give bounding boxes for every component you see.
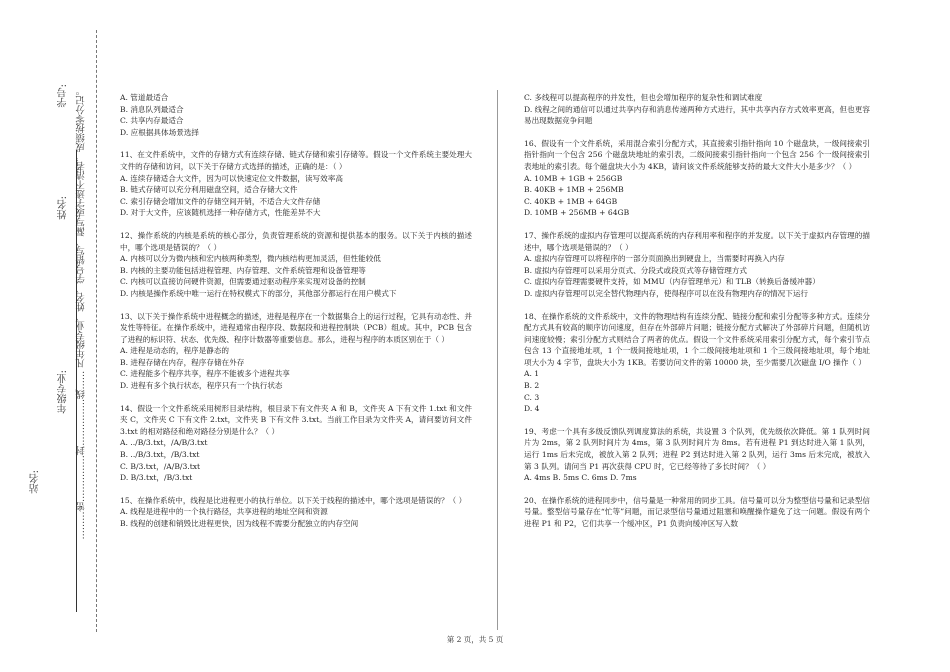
answer-option: C. B/3.txt，/A/B/3.txt <box>120 461 201 471</box>
answer-option: B. 内核的主要功能包括进程管理、内存管理、文件系统管理和设备管理等 <box>120 265 366 275</box>
binding-margin <box>0 0 118 672</box>
question-q11 <box>120 149 472 219</box>
answer-option: B. 线程的创建和销毁比进程更快，因为线程不需要分配独立的内存空间 <box>120 519 359 528</box>
answer-option: A. 进程是动态的，程序是静态的 <box>120 346 230 356</box>
answer-option: D. B/3.txt，/B/3.txt <box>120 473 193 483</box>
question-q15_tail <box>524 92 870 127</box>
answer-option: B. 进程存储在内存，程序存储在外存 <box>120 357 245 367</box>
question-q13 <box>120 311 472 392</box>
question-q20 <box>524 495 870 530</box>
question-stem: 13、以下关于操作系统中进程概念的描述，进程是程序在一个数据集合上的运行过程，它具有动态性、并发性等特征。在操作系统中，进程通常由程序段、数据段和进程控制块（PCB）组成。其中，PCB 包含了进程的标识符、状态、优先级、程序计数器等重要信息。那么，进程与程序的本质区别在于（ ） <box>120 311 472 344</box>
answer-option: A. 1 <box>524 369 540 379</box>
answer-option: D. 10MB + 256MB + 64GB <box>524 208 630 218</box>
answer-option: C. 40KB + 1MB + 64GB <box>524 196 618 206</box>
answer-option: C. 3 <box>524 392 540 402</box>
answer-option: C. 虚拟内存管理需要硬件支持，如 MMU（内存管理单元）和 TLB（转换后备缓冲器） <box>524 277 820 287</box>
answer-option: A. 10MB + 1GB + 256GB <box>524 173 623 183</box>
question-stem: 18、在操作系统的文件系统中，文件的物理结构有连续分配、链接分配和索引分配等多种方式。连续分配方式具有较高的顺序访问速度，但存在外部碎片问题；链接分配方式解决了外部碎片问题，但随机访问速度较慢；索引分配方式则结合了两者的优点。假设一个文件系统采用索引分配方式，每个索引节点包含 13 个直接地址项，1 个一级间接地址项，1 个二级间接地址项和 1 个三级间接地址项，每个地址项大小为 4 字节，盘块大小为 1KB。若要访问文件的第 10000 块，至少需要几次磁盘 I/O 操作（ ） <box>524 311 870 367</box>
answer-option: B. 虚拟内存管理可以采用分页式、分段式或段页式等存储管理方式 <box>524 265 748 275</box>
answer-option: C. 内核可以直接访问硬件资源，但需要通过驱动程序来实现对设备的控制 <box>120 277 366 287</box>
question-q19 <box>524 426 870 484</box>
name-label: 姓名: <box>58 196 69 220</box>
student-id-label: 学号: <box>58 84 69 108</box>
answer-option: C. 进程能多个程序共享，程序不能被多个进程共享 <box>120 369 290 379</box>
left-column <box>120 92 472 541</box>
seal-warning: ………密……………封……………线…… 凡年级专业、姓名、学号错写、漏写或字迹不清者，成绩按零分记。 <box>76 86 87 540</box>
answer-option: C. 共享内存最适合 <box>120 116 184 126</box>
answer-option: B. ../B/3.txt，/B/3.txt <box>120 450 200 460</box>
answer-option: D. 对于大文件，应该随机选择一种存储方式，性能差异不大 <box>120 208 321 218</box>
answer-option: A. 线程是进程中的一个执行路径，共享进程的地址空间和资源 <box>120 507 328 517</box>
answer-option: D. 进程有多个执行状态，程序只有一个执行状态 <box>120 381 283 391</box>
question-stem: 20、在操作系统的进程同步中，信号量是一种常用的同步工具。信号量可以分为整型信号量和记录型信号量。整型信号量存在“忙等”问题，而记录型信号量通过阻塞和唤醒操作避免了这一问题。假设有两个进程 P1 和 P2，它们共享一个缓冲区，P1 负责向缓冲区写入数 <box>524 495 870 528</box>
answer-option: B. 2 <box>524 381 540 391</box>
question-q17 <box>524 230 870 300</box>
answer-option: D. 内核是操作系统中唯一运行在特权模式下的部分，其他部分都运行在用户模式下 <box>120 288 397 298</box>
question-stem: 17、操作系统的虚拟内存管理可以提高系统的内存利用率和程序的并发度。以下关于虚拟内存管理的描述中，哪个选项是错误的？（ ） <box>524 230 870 252</box>
answer-option: B. 消息队列最适合 <box>120 104 184 114</box>
question-stem: 15、在操作系统中，线程是比进程更小的执行单位。以下关于线程的描述中，哪个选项是错误的？（ ） <box>120 495 467 505</box>
answer-option: A. 管道最适合 <box>120 93 169 102</box>
question-stem: 11、在文件系统中，文件的存储方式有连续存储、链式存储和索引存储等。假设一个文件系统主要处理大文件的存储和访问，以下关于存储方式选择的描述，正确的是：（ ） <box>120 150 472 171</box>
answer-option: D. 虚拟内存管理可以完全替代物理内存，使得程序可以在没有物理内存的情况下运行 <box>524 288 809 298</box>
grade-major-label: 年级专业: <box>58 370 69 414</box>
question-stem: 16、假设有一个文件系统，采用混合索引分配方式，其直接索引指针指向 10 个磁盘块，一级间接索引指针指向一个包含 256 个磁盘块地址的索引表，二级间接索引指针指向一个包含 256 个一级间接索引表地址的索引表。每个磁盘块大小为 4KB，请问该文件系统能够支持的最大文件大小是多少？（ ） <box>524 138 870 171</box>
answer-option: A. 虚拟内存管理可以将程序的一部分页面换出到硬盘上，当需要时再换入内存 <box>524 254 785 264</box>
answer-option: C. 索引存储会增加文件的存储空间开销，不适合大文件存储 <box>120 196 321 206</box>
question-stem: 12、操作系统的内核是系统的核心部分，负责管理系统的资源和提供基本的服务。以下关于内核的描述中，哪个选项是错误的？（ ） <box>120 230 472 252</box>
answer-option: A. 连续存储适合大文件，因为可以快速定位文件数据，读写效率高 <box>120 173 343 183</box>
answer-option: D. 应根据具体场景选择 <box>120 127 199 137</box>
column-separator <box>497 90 498 630</box>
page-footer: 第 2 页，共 5 页 <box>446 635 504 644</box>
answer-option: D. 线程之间的通信可以通过共享内存和消息传递两种方式进行，其中共享内存方式效率更高，但也更容易出现数据竞争问题 <box>524 104 870 126</box>
question-stem: 19、考虑一个具有多级反馈队列调度算法的系统，共设置 3 个队列，优先级依次降低。第 1 队列时间片为 2ms，第 2 队列时间片为 4ms，第 3 队列时间片为 8ms。若有进程 P1 到达时进入第 1 队列，运行 1ms 后未完成，被放入第 2 队列；进程 P2 到达时进入第 2 队列，运行 3ms 后未完成，被放入第 3 队列。请问当 P1 再次获得 CPU 时，它已经等待了多长时间？（ ） <box>524 426 870 471</box>
question-stem: 14、假设一个文件系统采用树形目录结构，根目录下有文件夹 A 和 B，文件夹 A 下有文件 1.txt 和文件夹 C，文件夹 C 下有文件 2.txt，文件夹 B 下有文件 3.txt。当前工作目录为文件夹 A，请问要访问文件 3.txt 的相对路径和绝对路径分别是什么？（ ） <box>120 403 472 436</box>
question-q15 <box>120 495 472 530</box>
answer-option: A. 4ms B. 5ms C. 6ms D. 7ms <box>524 473 637 483</box>
question-q10_tail <box>120 92 472 138</box>
answer-option: D. 4 <box>524 404 540 414</box>
right-column <box>524 92 870 541</box>
cut-line-dashed <box>96 30 97 632</box>
question-q14 <box>120 403 472 484</box>
question-q18 <box>524 311 870 415</box>
question-q12 <box>120 230 472 300</box>
answer-option: C. 多线程可以提高程序的并发性，但也会增加程序的复杂性和调试难度 <box>524 93 763 102</box>
answer-option: A. 内核可以分为微内核和宏内核两种类型，微内核结构更加灵活，但性能较低 <box>120 254 381 264</box>
answer-option: A. ../B/3.txt，/A/B/3.txt <box>120 438 208 448</box>
answer-option: B. 40KB + 1MB + 256MB <box>524 185 624 195</box>
question-q16 <box>524 138 870 219</box>
answer-option: B. 链式存储可以充分利用磁盘空间，适合存储大文件 <box>120 185 298 195</box>
school-label: 站名: <box>30 470 41 494</box>
